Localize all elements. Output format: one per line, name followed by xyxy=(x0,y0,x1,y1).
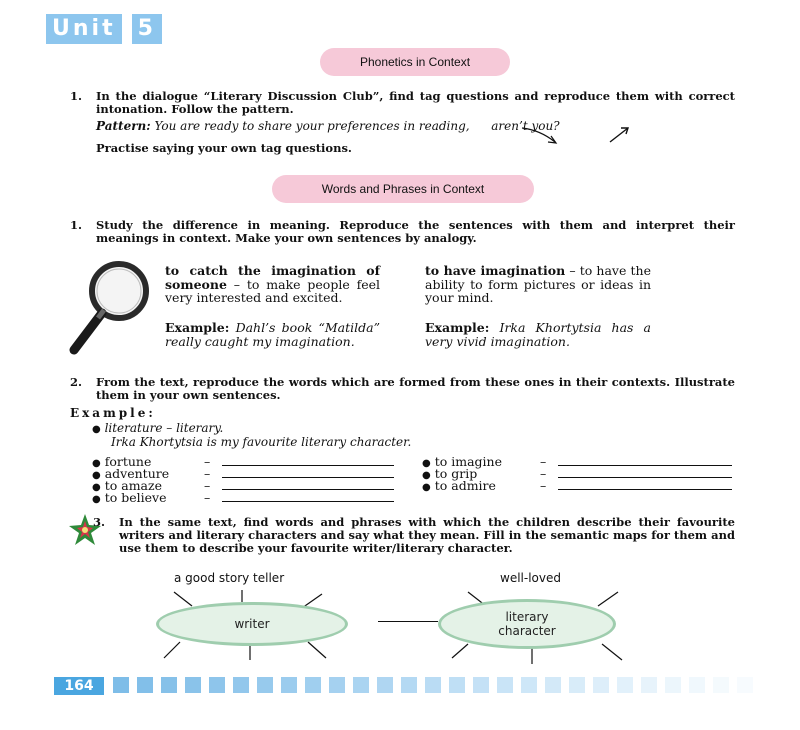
footer-square xyxy=(593,677,609,693)
footer-square xyxy=(449,677,465,693)
footer-square xyxy=(281,677,297,693)
task-number: 1. xyxy=(70,89,83,103)
dash: – xyxy=(204,490,211,505)
footer-square xyxy=(617,677,633,693)
example-text: Dahl’s book “Matilda” really caught my imagination. xyxy=(165,320,380,349)
word: to grip xyxy=(434,466,478,481)
footer-square xyxy=(713,677,729,693)
dash: – xyxy=(540,466,547,481)
footer-square xyxy=(161,677,177,693)
footer-square xyxy=(425,677,441,693)
meaning: – to make people feel very interested and excited. xyxy=(165,276,380,305)
map-right-caption: well-loved xyxy=(500,571,561,585)
footer-square xyxy=(473,677,489,693)
words-task-1 xyxy=(70,219,735,245)
list-item xyxy=(422,479,734,492)
word: to imagine xyxy=(434,454,502,469)
example-text: Irka Khortytsia has a very vivid imagination. xyxy=(425,320,652,349)
phonetics-heading: Phonetics in Context xyxy=(320,48,510,76)
footer-square xyxy=(665,677,681,693)
bullet: ● xyxy=(92,458,101,469)
phrase: to have imagination xyxy=(425,263,566,278)
example-sentence-text: Irka Khortytsia is my favourite literary character. xyxy=(111,435,412,449)
intonation-arrows xyxy=(510,120,630,150)
word: fortune xyxy=(104,454,152,469)
unit-header xyxy=(46,14,162,44)
dash: – xyxy=(204,466,211,481)
pattern-tag: aren’t you? xyxy=(491,119,560,133)
word: to amaze xyxy=(104,478,162,493)
footer-square xyxy=(137,677,153,693)
footer-square xyxy=(377,677,393,693)
answer-line[interactable] xyxy=(222,489,394,490)
bullet: ● xyxy=(92,494,101,505)
task-text: Study the difference in meaning. Reproduce the sentences with them and interpret their meanings in context. Make your own sentences by analogy. xyxy=(96,218,735,245)
example-pair-line xyxy=(92,421,223,435)
example-label: Example: xyxy=(425,320,490,335)
task-text: From the text, reproduce the words which are formed from these ones in their contexts. Illustrate them in your own sentences. xyxy=(96,375,735,402)
footer-square xyxy=(641,677,657,693)
task-number: 1. xyxy=(70,218,83,232)
footer-square xyxy=(185,677,201,693)
answer-line[interactable] xyxy=(222,477,394,478)
footer-square xyxy=(737,677,753,693)
footer-square xyxy=(305,677,321,693)
left-example xyxy=(165,321,380,348)
map-connector xyxy=(378,621,438,622)
map-left-center: writer xyxy=(156,602,348,646)
pattern-label: Pattern: xyxy=(96,119,151,133)
bullet: ● xyxy=(92,470,101,481)
words-task-3 xyxy=(93,516,735,555)
phonetics-task xyxy=(70,90,735,116)
task-number: 2. xyxy=(70,375,83,389)
footer-square xyxy=(257,677,273,693)
answer-line[interactable] xyxy=(558,477,732,478)
footer-square xyxy=(497,677,513,693)
answer-line[interactable] xyxy=(222,465,394,466)
task-text: In the same text, find words and phrases with which the children describe their favourite writers and literary characters and say what they mean. Fill in the semantic maps for them and use them to describe your favourite writer/literary character. xyxy=(119,515,735,555)
practise-text: Practise saying your own tag questions. xyxy=(96,141,352,155)
map-left-caption: a good story teller xyxy=(174,571,285,585)
unit-label: Unit xyxy=(46,14,122,44)
footer-square xyxy=(353,677,369,693)
example-heading: Example: xyxy=(70,406,156,420)
unit-number: 5 xyxy=(132,14,162,44)
bullet: ● xyxy=(92,424,101,435)
footer-square xyxy=(233,677,249,693)
bullet: ● xyxy=(92,482,101,493)
footer-square xyxy=(401,677,417,693)
magnifier-icon xyxy=(64,258,164,358)
meaning: – to have the ability to form pictures or ideas in your mind. xyxy=(425,263,651,305)
right-example xyxy=(425,321,651,348)
footer-square xyxy=(569,677,585,693)
example-label: Example: xyxy=(165,320,230,335)
bullet: ● xyxy=(422,458,431,469)
left-definition xyxy=(165,264,380,305)
footer-square xyxy=(689,677,705,693)
dash: – xyxy=(540,454,547,469)
pattern-text: You are ready to share your preferences in reading, xyxy=(154,119,470,133)
words-task-2 xyxy=(70,376,735,402)
example-pair: literature – literary. xyxy=(104,421,224,435)
dash: – xyxy=(204,478,211,493)
answer-line[interactable] xyxy=(222,501,394,502)
task-number: 3. xyxy=(93,515,106,529)
right-definition xyxy=(425,264,651,305)
footer-square xyxy=(209,677,225,693)
bullet: ● xyxy=(422,482,431,493)
words-heading: Words and Phrases in Context xyxy=(272,175,534,203)
footer-square xyxy=(521,677,537,693)
word: to admire xyxy=(434,478,496,493)
bullet: ● xyxy=(422,470,431,481)
pattern-line xyxy=(96,119,746,133)
word: to believe xyxy=(104,490,167,505)
task-text: In the dialogue “Literary Discussion Club”, find tag questions and reproduce them with correct intonation. Follow the pattern. xyxy=(96,89,735,116)
dash: – xyxy=(540,478,547,493)
map-right-center: literary character xyxy=(438,599,616,649)
list-item xyxy=(92,491,397,504)
example-sentence xyxy=(111,435,411,449)
word: adventure xyxy=(104,466,170,481)
answer-line[interactable] xyxy=(558,465,732,466)
footer-square xyxy=(329,677,345,693)
phrase: to catch the imagination of someone xyxy=(165,263,380,292)
footer-square xyxy=(113,677,129,693)
page-number: 164 xyxy=(54,677,104,695)
answer-line[interactable] xyxy=(558,489,732,490)
footer-square xyxy=(545,677,561,693)
dash: – xyxy=(204,454,211,469)
